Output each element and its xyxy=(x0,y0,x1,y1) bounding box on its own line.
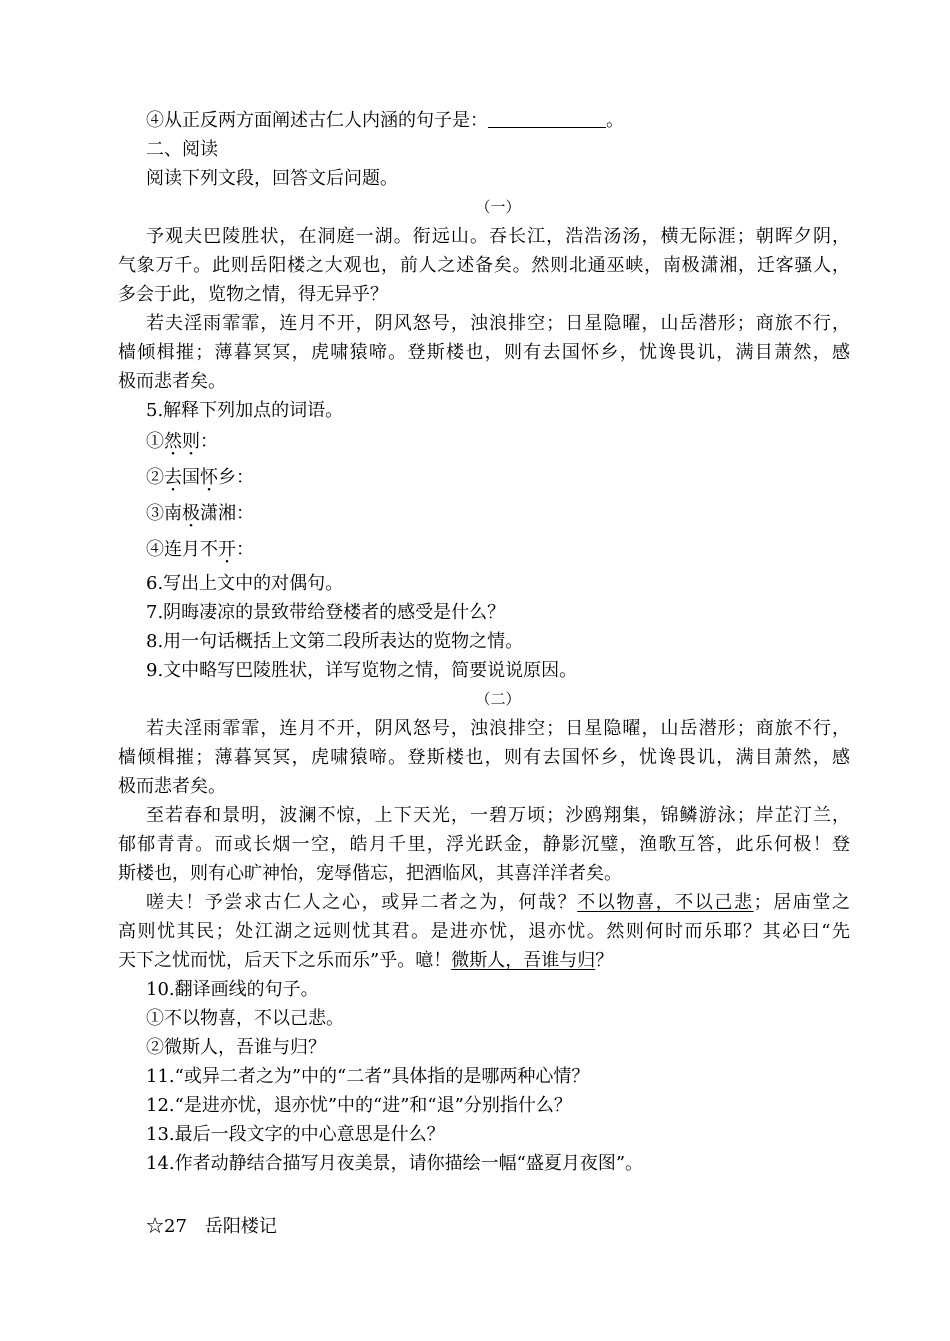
text-line xyxy=(118,946,850,975)
instruction: 阅读下列文段，回答文后问题。 xyxy=(146,168,398,189)
text-line: 予观夫巴陵胜状，在洞庭一湖。衔远山。吞长江，浩浩汤汤，横无际涯；朝晖夕阴， xyxy=(146,226,850,247)
text-segment: 嗟夫！予尝求古仁人之心，或异二者之为，何哉？ xyxy=(146,892,578,913)
text-segment: 天下之忧而忧，后天下之乐而乐”乎。噫！ xyxy=(118,950,452,971)
plain-char: 国 xyxy=(182,467,200,488)
footer-title: ☆27 岳阳楼记 xyxy=(146,1216,277,1237)
part-1-label: （一） xyxy=(475,198,521,216)
dotted-char: 去 xyxy=(164,467,182,488)
question-8: 8.用一句话概括上文第二段所表达的览物之情。 xyxy=(146,631,524,652)
dotted-char: 极 xyxy=(182,503,200,524)
item-suffix: 乡： xyxy=(218,467,254,488)
passage-2-paragraph-3 xyxy=(118,888,851,975)
text-line: 气象万千。此则岳阳楼之大观也，前人之述备矣。然则北通巫峡，南极潇湘，迁客骚人， xyxy=(118,255,850,276)
question-5-item-3 xyxy=(146,497,850,533)
text-line: 若夫淫雨霏霏，连月不开，阴风怒号，浊浪排空；日星隐曜，山岳潜形；商旅不行， xyxy=(146,718,850,739)
item-suffix: 潇湘： xyxy=(200,503,254,524)
answer-blank[interactable] xyxy=(488,109,606,128)
question-10-item-2: ②微斯人，吾谁与归？ xyxy=(146,1037,326,1058)
dotted-char: 则 xyxy=(182,431,200,452)
question-4-end: 。 xyxy=(606,110,624,131)
item-number: ① xyxy=(146,431,164,452)
text-line: 至若春和景明，波澜不惊，上下天光，一碧万顷；沙鸥翔集，锦鳞游泳；岸芷汀兰， xyxy=(146,805,850,826)
text-segment: ；居庙堂之 xyxy=(753,892,851,913)
text-segment: ？ xyxy=(595,950,614,971)
question-7: 7.阴晦凄凉的景致带给登楼者的感受是什么？ xyxy=(146,602,506,623)
question-13: 13.最后一段文字的中心意思是什么？ xyxy=(146,1124,445,1145)
item-prefix: ④连月不 xyxy=(146,539,218,560)
section-heading: 二、阅读 xyxy=(146,139,218,160)
spacer xyxy=(146,1178,850,1212)
text-line: 樯倾楫摧；薄暮冥冥，虎啸猿啼。登斯楼也，则有去国怀乡，忧谗畏讥，满目萧然，感 xyxy=(118,342,850,363)
dotted-char: 怀 xyxy=(200,467,218,488)
item-suffix: ： xyxy=(236,539,254,560)
question-4 xyxy=(146,106,850,135)
text-line: 极而悲者矣。 xyxy=(118,776,226,797)
question-12: 12.“是进亦忧，退亦忧”中的“进”和“退”分别指什么？ xyxy=(146,1095,572,1116)
question-5-item-2 xyxy=(146,461,850,497)
question-4-text: ④从正反两方面阐述古仁人内涵的句子是： xyxy=(146,110,488,131)
text-line xyxy=(146,888,850,917)
question-5-item-1 xyxy=(146,425,850,461)
question-10-item-1: ①不以物喜，不以己悲。 xyxy=(146,1008,344,1029)
question-5-item-4 xyxy=(146,533,850,569)
text-line: 樯倾楫摧；薄暮冥冥，虎啸猿啼。登斯楼也，则有去国怀乡，忧谗畏讥，满目萧然，感 xyxy=(118,747,850,768)
item-number: ② xyxy=(146,467,164,488)
text-line: 多会于此，览物之情，得无异乎？ xyxy=(118,284,388,305)
passage-2-paragraph-1 xyxy=(118,714,850,801)
question-5: 5.解释下列加点的词语。 xyxy=(146,400,344,421)
item-prefix: ③南 xyxy=(146,503,182,524)
passage-2-paragraph-2 xyxy=(118,801,850,888)
text-line: 若夫淫雨霏霏，连月不开，阴风怒号，浊浪排空；日星隐曜，山岳潜形；商旅不行， xyxy=(146,313,850,334)
document-body xyxy=(118,106,851,1241)
passage-1-paragraph-2 xyxy=(118,309,850,396)
question-11: 11.“或异二者之为”中的“二者”具体指的是哪两种心情？ xyxy=(146,1066,590,1087)
part-2-label: （二） xyxy=(475,690,521,708)
question-14: 14.作者动静结合描写月夜美景，请你描绘一幅“盛夏月夜图”。 xyxy=(146,1153,644,1174)
text-line: 高则忧其民；处江湖之远则忧其君。是进亦忧，退亦忧。然则何时而乐耶？其必曰“先 xyxy=(118,921,850,942)
text-line: 斯楼也，则有心旷神怡，宠辱偕忘，把酒临风，其喜洋洋者矣。 xyxy=(118,863,622,884)
text-line: 郁郁青青。而或长烟一空，皓月千里，浮光跃金，静影沉璧，渔歌互答，此乐何极！登 xyxy=(118,834,850,855)
question-9: 9.文中略写巴陵胜状，详写览物之情，简要说说原因。 xyxy=(146,660,578,681)
dotted-char: 然 xyxy=(164,431,182,452)
question-10: 10.翻译画线的句子。 xyxy=(146,979,319,1000)
underlined-sentence-2: 微斯人，吾谁与归 xyxy=(451,950,596,971)
text-line: 极而悲者矣。 xyxy=(118,371,226,392)
item-suffix: ： xyxy=(200,431,218,452)
question-6: 6.写出上文中的对偶句。 xyxy=(146,573,344,594)
dotted-char: 开 xyxy=(218,539,236,560)
passage-1-paragraph-1 xyxy=(118,222,850,309)
underlined-sentence-1: 不以物喜，不以己悲 xyxy=(577,892,754,913)
